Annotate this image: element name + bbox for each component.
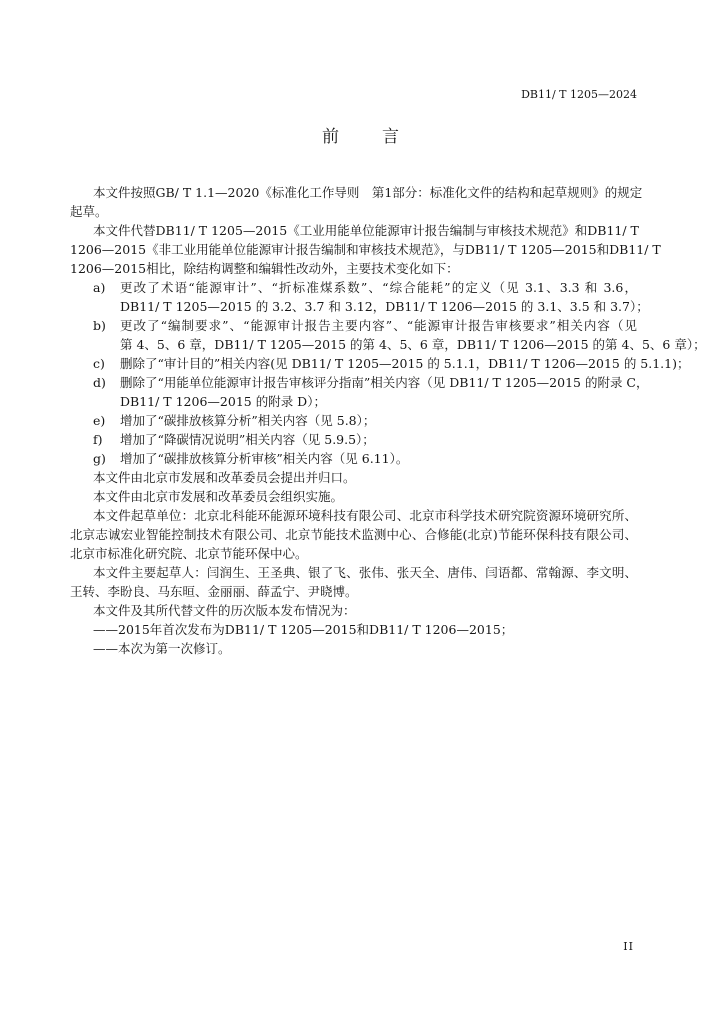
paragraph-line: 王转、李盼良、马东晅、金丽丽、薛孟宁、尹晓博。 [70, 584, 358, 599]
change-item-label: g) [93, 451, 106, 466]
change-item-label: a) [93, 280, 106, 295]
change-item-line: 删除了“审计目的”相关内容(见 DB11/ T 1205—2015 的 5.1.1，DB11/ T 1206—2015 的 5.1.1)； [120, 356, 690, 371]
preface-body [70, 183, 706, 658]
history-intro: 本文件及其所代替文件的历次版本发布情况为： [93, 603, 356, 618]
change-item-line: 增加了“降碳情况说明”相关内容（见 5.9.5）； [120, 432, 375, 447]
change-item-line: 更改了“编制要求”、“能源审计报告主要内容”、“能源审计报告审核要求”相关内容（见 [120, 318, 637, 333]
change-item-f [70, 430, 637, 449]
change-item-line: 删除了“用能单位能源审计报告审核评分指南”相关内容（见 DB11/ T 1205—2015 的附录 C， [120, 375, 649, 390]
change-item-line: DB11/ T 1206—2015 的附录 D）； [120, 394, 326, 409]
change-item-label: c) [93, 356, 105, 371]
paragraph-line: 本文件主要起草人：闫润生、王圣典、银了飞、张伟、张天全、唐伟、闫语都、常翰源、李文明、 [93, 565, 637, 580]
change-item-e [70, 411, 637, 430]
change-item-label: b) [93, 318, 106, 333]
drafters-paragraph [70, 563, 637, 601]
drafting-units-paragraph [70, 506, 637, 563]
change-item-line: 增加了“碳排放核算分析”相关内容（见 5.8）； [120, 413, 376, 428]
paragraph-line: 起草。 [70, 204, 108, 219]
change-item-label: f) [93, 432, 103, 447]
change-item-line: 更改了术语“能源审计”、“折标准煤系数”、“综合能耗”的定义（见 3.1、3.3 和 3.6， [120, 280, 637, 295]
change-item-b [70, 316, 706, 354]
proposer-statement: 本文件由北京市发展和改革委员会提出并归口。 [93, 470, 356, 485]
paragraph-line: 本文件代替DB11/ T 1205—2015《工业用能单位能源审计报告编制与审核技术规范》和DB11/ T [93, 223, 639, 238]
page-title: 前 言 [322, 127, 402, 147]
change-item-g [70, 449, 637, 468]
implementer-statement: 本文件由北京市发展和改革委员会组织实施。 [93, 489, 344, 504]
document-code-header: DB11/ T 1205—2024 [521, 88, 637, 101]
change-item-c [70, 354, 690, 373]
paragraph-line: 1206—2015相比，除结构调整和编辑性改动外，主要技术变化如下： [70, 261, 459, 276]
paragraph-line: 本文件按照GB/ T 1.1—2020《标准化工作导则 第1部分：标准化文件的结构和起草规则》的规定 [93, 185, 643, 200]
page-number: II [623, 940, 634, 953]
paragraph-line: 北京市标准化研究院、北京节能环保中心。 [70, 546, 308, 561]
replacement-paragraph [70, 221, 661, 278]
history-entry: ——2015年首次发布为DB11/ T 1205—2015和DB11/ T 1206—2015； [93, 622, 514, 637]
history-entry: ——本次为第一次修订。 [93, 641, 231, 656]
change-item-line: 增加了“碳排放核算分析审核”相关内容（见 6.11）。 [120, 451, 409, 466]
paragraph-line: 本文件起草单位：北京北科能环能源环境科技有限公司、北京市科学技术研究院资源环境研究所、 [93, 508, 637, 523]
change-item-label: e) [93, 413, 106, 428]
changes-list [70, 278, 706, 468]
change-item-d [70, 373, 649, 411]
change-item-a [70, 278, 649, 316]
paragraph-line: 1206—2015《非工业用能单位能源审计报告编制和审核技术规范》，与DB11/ T 1205—2015和DB11/ T [70, 242, 661, 257]
change-item-line: DB11/ T 1205—2015 的 3.2、3.7 和 3.12，DB11/ T 1206—2015 的 3.1、3.5 和 3.7）； [120, 299, 649, 314]
paragraph-line: 北京志诚宏业智能控制技术有限公司、北京节能技术监测中心、合修能(北京)节能环保科技有限公司、 [70, 527, 637, 542]
basis-paragraph [70, 183, 643, 221]
change-item-label: d) [93, 375, 106, 390]
change-item-line: 第 4、5、6 章，DB11/ T 1205—2015 的第 4、5、6 章，DB11/ T 1206—2015 的第 4、5、6 章）； [120, 337, 706, 352]
version-history [70, 601, 637, 658]
